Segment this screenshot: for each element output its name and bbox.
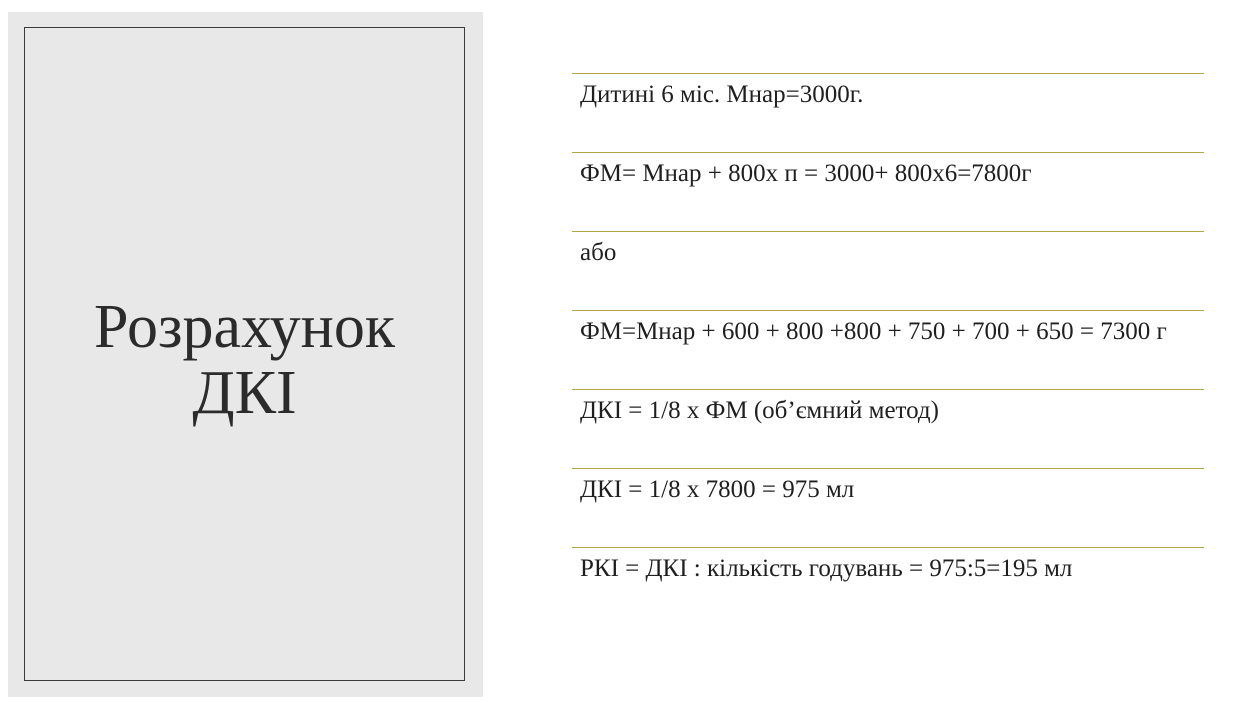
- list-item: Дитині 6 міс. Мнар=3000г.: [572, 73, 1204, 152]
- list-item: ФМ= Мнар + 800х п = 3000+ 800х6=7800г: [572, 152, 1204, 231]
- title-frame: [24, 27, 465, 681]
- title-panel: [8, 12, 483, 697]
- calculation-list: [572, 73, 1204, 626]
- list-item: ФМ=Мнар + 600 + 800 +800 + 750 + 700 + 650 = 7300 г: [572, 310, 1204, 389]
- list-item: ДКІ = 1/8 х 7800 = 975 мл: [572, 468, 1204, 547]
- list-item: або: [572, 231, 1204, 310]
- slide-title: [94, 294, 395, 426]
- list-item: ДКІ = 1/8 х ФМ (об’ємний метод): [572, 389, 1204, 468]
- list-item: РКІ = ДКІ : кількість годувань = 975:5=195 мл: [572, 547, 1204, 626]
- slide-title-line-1: Розрахунок: [94, 293, 395, 361]
- slide-title-line-2: ДКІ: [192, 359, 297, 427]
